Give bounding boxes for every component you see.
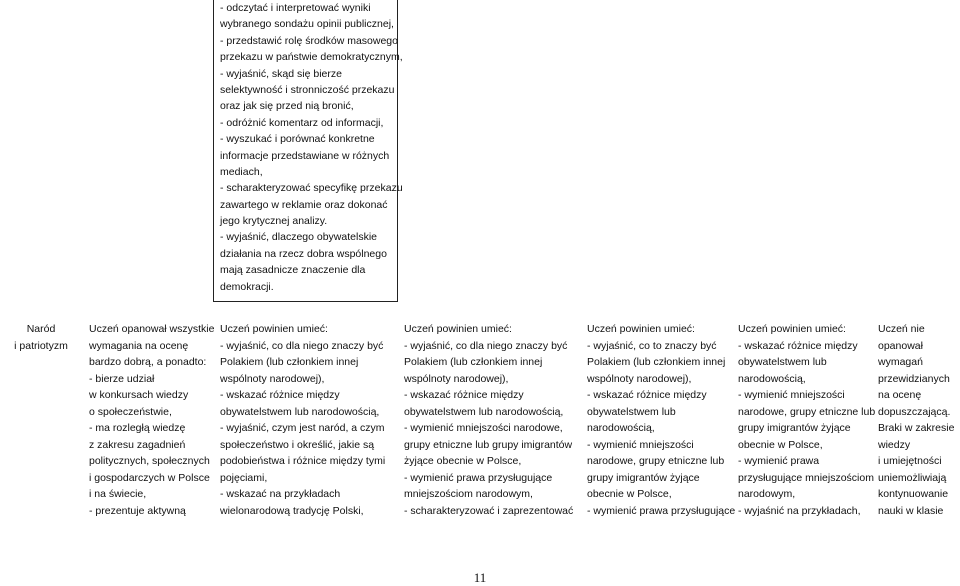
text-line: na ocenę (878, 389, 922, 401)
text-line: narodowością, (587, 422, 655, 434)
text-line: kontynuowanie (878, 488, 949, 500)
text-line: o społeczeństwie, (89, 405, 172, 418)
text-line: społeczeństwo i określić, jakie są (220, 438, 375, 451)
text-line: i na świecie, (89, 488, 147, 500)
text-line: - wskazać różnice między (587, 389, 707, 401)
text-line: dopuszczającą. (878, 405, 951, 418)
column-grade-dostateczna (587, 321, 735, 519)
text-line: - wymienić prawa przysługujące (404, 471, 553, 484)
text-line: - wymienić prawa (738, 455, 820, 467)
text-line: - wyszukać i porównać konkretne (220, 133, 375, 146)
text-line: - odczytać i interpretować wyniki (220, 2, 371, 14)
text-line: - wyjaśnić, co dla niego znaczy być (220, 339, 384, 352)
top-cell-left-border (213, 0, 214, 302)
text-line: narodowością, (738, 372, 806, 385)
text-line: obywatelstwem lub (587, 405, 676, 418)
text-line: w konkursach wiedzy (89, 389, 189, 401)
text-line: - wyjaśnić, dlaczego obywatelskie (220, 231, 377, 244)
text-line: - wymienić mniejszości narodowe, (404, 422, 563, 434)
text-line: podobieństwa i różnice między tymi (220, 455, 386, 467)
text-line: - bierze udział (89, 372, 155, 385)
text-line: - wskazać różnice między (404, 389, 524, 401)
text-line: Uczeń powinien umieć: (220, 323, 328, 335)
text-line: - wymienić prawa przysługujące (587, 504, 736, 517)
text-line: - wskazać na przykładach (220, 488, 341, 500)
text-line: informacje przedstawiane w różnych (220, 149, 390, 162)
text-line: - wyjaśnić, czym jest naród, a czym (220, 422, 385, 434)
top-cell-bottom-border (213, 301, 398, 302)
text-line: Uczeń opanował wszystkie (89, 323, 215, 335)
text-line: - wymienić mniejszości (738, 389, 845, 401)
text-line: bardzo dobrą, a ponadto: (89, 356, 207, 368)
text-line: obywatelstwem lub (738, 356, 827, 368)
text-line: politycznych, społecznych (89, 455, 210, 467)
text-line: i patriotyzm (14, 339, 68, 352)
text-line: żyjące obecnie w Polsce, (404, 455, 522, 467)
text-line: Braki w zakresie (878, 422, 955, 434)
text-line: narodowym, (738, 488, 796, 500)
text-line: obecnie w Polsce, (587, 488, 672, 500)
text-line: uniemożliwiają (878, 471, 947, 484)
text-line: działania na rzecz dobra wspólnego (220, 247, 387, 260)
text-line: - scharakteryzować i zaprezentować (404, 504, 574, 517)
text-line: - scharakteryzować specyfikę przekazu (220, 182, 403, 195)
text-line: wspólnoty narodowej), (587, 372, 692, 385)
text-line: - przedstawić rolę środków masowego (220, 34, 398, 47)
text-line: grupy imigrantów żyjące (587, 471, 700, 484)
text-line: obywatelstwem lub narodowością, (220, 405, 380, 418)
text-line: nauki w klasie (878, 504, 944, 517)
text-line: - wskazać różnice między (220, 389, 340, 401)
column-grade-dobra (404, 321, 573, 519)
text-line: przysługujące mniejszościom (738, 471, 874, 484)
text-line: wspólnoty narodowej), (404, 372, 509, 385)
text-line: wymagania na ocenę (89, 339, 189, 352)
text-line: przekazu w państwie demokratycznym, (220, 51, 403, 64)
text-line: - wyjaśnić, skąd się bierze (220, 67, 342, 80)
text-line: mediach, (220, 165, 263, 178)
text-line: i gospodarczych w Polsce (89, 471, 210, 484)
text-line: Uczeń nie (878, 323, 925, 335)
text-line: mniejszościom narodowym, (404, 488, 533, 500)
text-line: demokracji. (220, 280, 274, 293)
text-line: oraz jak się przed nią bronić, (220, 100, 354, 113)
text-line: Polakiem (lub członkiem innej (404, 356, 543, 368)
text-line: Polakiem (lub członkiem innej (220, 356, 359, 368)
column-grade-dopuszczajaca (738, 321, 875, 519)
text-line: wybranego sondażu opinii publicznej, (220, 18, 394, 31)
text-line: narodowe, grupy etniczne lub (587, 455, 725, 467)
text-line: selektywność i stronniczość przekazu (220, 83, 395, 96)
column-grade-niedostateczna (878, 321, 954, 519)
text-line: grupy imigrantów żyjące (738, 422, 851, 434)
text-line: Naród (26, 323, 56, 335)
text-line: pojęciami, (220, 471, 268, 484)
text-line: i umiejętności (878, 455, 942, 467)
text-line: wymagań (878, 356, 923, 368)
text-line: - wskazać różnice między (738, 339, 858, 352)
text-line: zawartego w reklamie oraz dokonać (220, 198, 388, 211)
text-line: narodowe, grupy etniczne lub (738, 405, 876, 418)
text-line: obecnie w Polsce, (738, 438, 823, 451)
text-line: wspólnoty narodowej), (220, 372, 325, 385)
text-line: Uczeń powinien umieć: (738, 323, 846, 335)
text-line: grupy etniczne lub grupy imigrantów (404, 438, 573, 451)
text-line: mają zasadnicze znaczenie dla (220, 264, 366, 277)
text-line: z zakresu zagadnień (89, 438, 186, 451)
page-number: 11 (473, 570, 487, 585)
text-line: Polakiem (lub członkiem innej (587, 356, 726, 368)
text-line: - odróżnić komentarz od informacji, (220, 116, 384, 129)
text-line: - wyjaśnić, co dla niego znaczy być (404, 339, 568, 352)
text-line: - prezentuje aktywną (89, 504, 186, 517)
column-grade-celujaca (89, 321, 214, 519)
text-line: Uczeń powinien umieć: (404, 323, 512, 335)
text-line: obywatelstwem lub narodowością, (404, 405, 564, 418)
text-line: Uczeń powinien umieć: (587, 323, 695, 335)
text-line: - wymienić mniejszości (587, 438, 694, 451)
column-topic (0, 321, 82, 354)
top-cell-text (220, 0, 403, 295)
text-line: wielonarodową tradycję Polski, (220, 504, 364, 517)
text-line: - wyjaśnić, co to znaczy być (587, 339, 717, 352)
text-line: przewidzianych (878, 372, 950, 385)
text-line: - ma rozległą wiedzę (89, 422, 186, 434)
column-grade-bardzo-dobra (220, 321, 385, 519)
text-line: opanował (878, 339, 923, 352)
text-line: jego krytycznej analizy. (220, 215, 328, 228)
text-line: - wyjaśnić na przykładach, (738, 504, 861, 517)
text-line: wiedzy (878, 438, 911, 451)
